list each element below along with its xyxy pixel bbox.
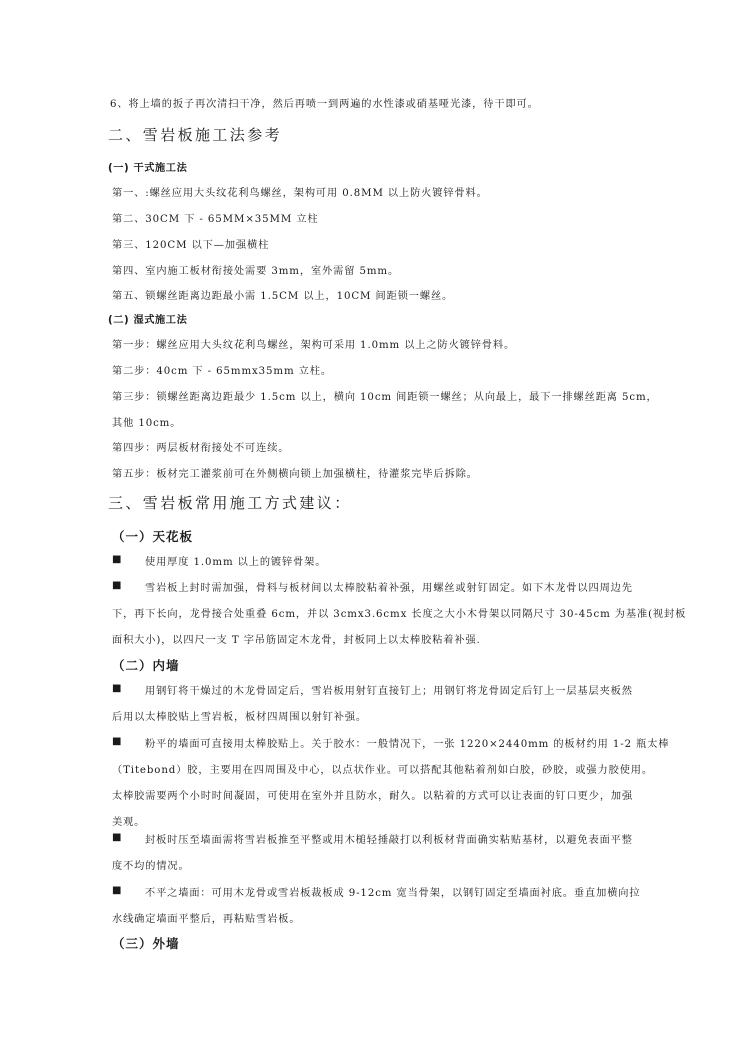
inner-wall-paragraph-line: 水线确定墙面平整后，再粘贴雪岩板。	[112, 914, 301, 925]
wet-method-item: 其他 10cm。	[112, 418, 182, 429]
outer-wall-heading: （三）外墙	[112, 936, 180, 951]
ceiling-heading: （一）天花板	[112, 529, 194, 544]
dry-method-item: 第一、:螺丝应用大头纹花利鸟螺丝，架构可用 0.8MM 以上防火镀锌骨料。	[112, 188, 488, 199]
section2-heading: 二、雪岩板施工法参考	[108, 126, 283, 144]
wet-method-item: 第一步：螺丝应用大头纹花利鸟螺丝，架构可采用 1.0mm 以上之防火镀锌骨料。	[112, 340, 516, 351]
inner-wall-paragraph-line: 后用以太棒胶贴上雪岩板，板材四周围以射钉补强。	[112, 712, 368, 723]
inner-wall-paragraph-line: 太棒胶需要两个小时时间凝固，可使用在室外并且防水，耐久。以粘着的方式可以让表面的钉口更少，加强	[112, 791, 634, 802]
inner-wall-paragraph-line: 粉平的墙面可直接用太棒胶贴上。关于胶水：一般情况下，一张 1220×2440mm 的板材约用 1-2 瓶太棒	[145, 739, 670, 750]
bullet-icon: ■	[112, 554, 122, 565]
ceiling-paragraph-line: 下，再下长向，龙骨接合处重叠 6cm，并以 3cmx3.6cmx 长度之大小木骨架以同隔尺寸 30-45cm 为基准(视封板	[112, 609, 687, 620]
dry-method-item: 第二、30CM 下 - 65MM×35MM 立柱	[112, 214, 319, 225]
ceiling-paragraph-line: 面积大小)，以四尺一支 T 字吊筋固定木龙骨，封板同上以太棒胶粘着补强.	[112, 635, 481, 646]
ceiling-paragraph-line: 雪岩板上封时需加强，骨料与板材间以太棒胶粘着补强，用螺丝或射钉固定。如下木龙骨以四周边先	[145, 583, 633, 594]
bullet-icon: ■	[112, 580, 122, 591]
wet-method-item: 第四步：两层板材衔接处不可连续。	[112, 443, 290, 454]
inner-wall-paragraph-line: 用钢钉将干燥过的木龙骨固定后，雪岩板用射钉直接钉上；用钢钉将龙骨固定后钉上一层基层夹板然	[145, 686, 633, 697]
ceiling-paragraph: 使用厚度 1.0mm 以上的镀锌骨架。	[145, 557, 327, 568]
wet-method-item: 第二步：40cm 下 - 65mmx35mm 立柱。	[112, 366, 332, 377]
bullet-icon: ■	[112, 683, 122, 694]
dry-method-item: 第五、锁螺丝距离边距最小需 1.5CM 以上，10CM 间距锁一螺丝。	[112, 291, 454, 302]
inner-wall-paragraph-line: 封板时压至墙面需将雪岩板推至平整或用木槌轻捶敲打以利板材背面确实粘贴基材，以避免表面平整	[145, 835, 633, 846]
section3-heading: 三、雪岩板常用施工方式建议：	[108, 494, 352, 512]
inner-wall-paragraph-line: 不平之墙面：可用木龙骨或雪岩板裁板成 9-12cm 宽当骨架，以钢钉固定至墙面衬底。垂直加横向拉	[145, 888, 641, 899]
wet-method-item: 第五步：板材完工灌浆前可在外侧横向锁上加强横柱，待灌浆完毕后拆除。	[112, 469, 478, 480]
inner-wall-heading: （二）内墙	[112, 658, 180, 673]
wet-method-item: 第三步：锁螺丝距离边距最少 1.5cm 以上，横向 10cm 间距锁一螺丝；从向最上，最下一排螺丝距离 5cm，	[112, 392, 658, 403]
inner-wall-paragraph-line: 度不均的情况。	[112, 861, 190, 872]
dry-method-item: 第三、120CM 以下—加强横柱	[112, 240, 270, 251]
inner-wall-paragraph-line: （Titebond）胶，主要用在四周围及中心，以点状作业。可以搭配其他粘着剂如白胶，砂胶，或强力胶使用。	[112, 765, 653, 776]
inner-wall-paragraph-line: 美观。	[112, 817, 146, 828]
bullet-icon: ■	[112, 736, 122, 747]
intro-paragraph: 6、将上墙的扳子再次清扫干净，然后再喷一到两遍的水性漆或硝基哑光漆，待干即可。	[110, 99, 539, 110]
wet-method-heading: (二) 湿式施工法	[108, 315, 188, 326]
bullet-icon: ■	[112, 885, 122, 896]
bullet-icon: ■	[112, 832, 122, 843]
dry-method-item: 第四、室内施工板材衔接处需要 3mm，室外需留 5mm。	[112, 266, 400, 277]
dry-method-heading: (一) 干式施工法	[108, 163, 188, 174]
